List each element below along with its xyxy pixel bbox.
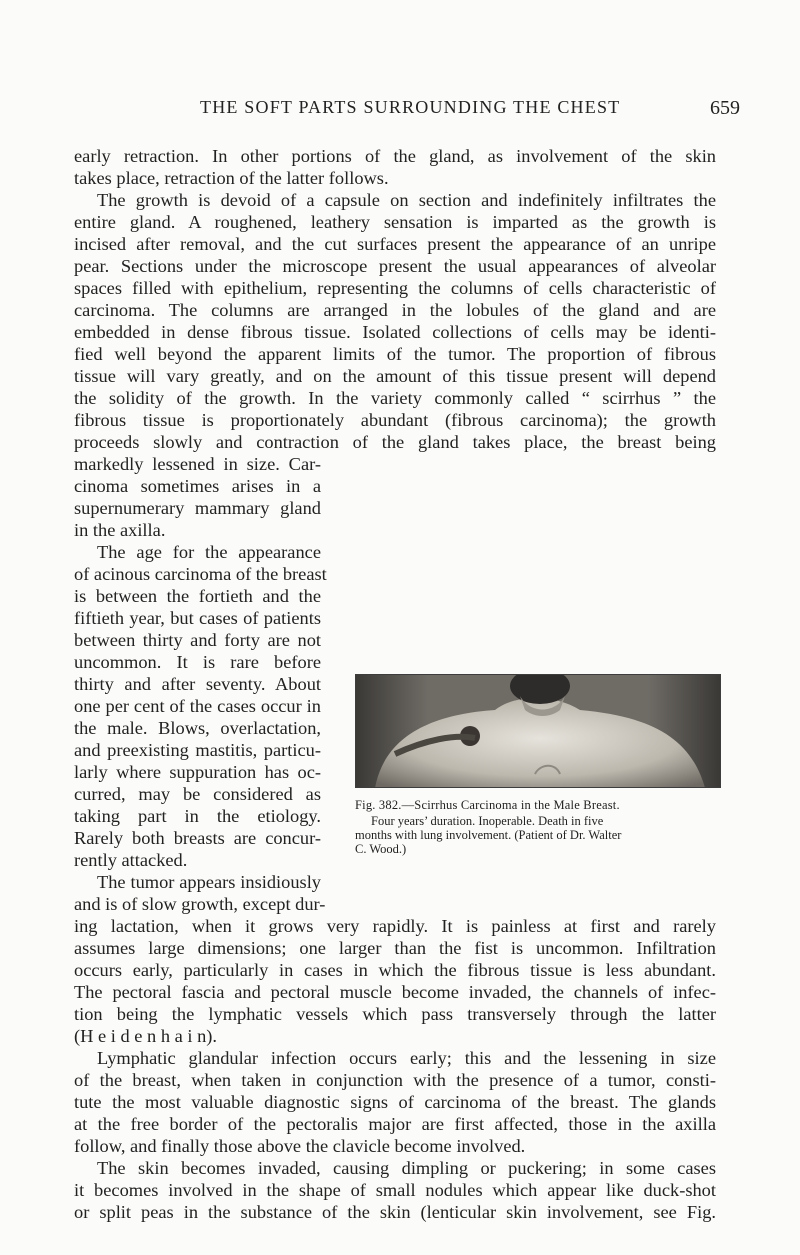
page-number: 659 <box>710 97 740 119</box>
body-line: Lymphatic glandular infection occurs early; this and the lessening in size <box>97 1048 716 1068</box>
body-line: The pectoral fascia and pectoral muscle become invaded, the channels of infec- <box>74 982 716 1002</box>
body-line: and preexisting mastitis, particu- <box>74 740 321 760</box>
running-head: THE SOFT PARTS SURROUNDING THE CHEST <box>200 97 621 117</box>
body-line: The skin becomes invaded, causing dimpling or puckering; in some cases <box>97 1158 716 1178</box>
body-line: The tumor appears insidiously <box>97 872 321 892</box>
figure-title: Fig. 382.—Scirrhus Carcinoma in the Male Breast. <box>355 798 620 812</box>
body-line: The age for the appearance <box>97 542 321 562</box>
body-line: markedly lessened in size. Car- <box>74 454 321 474</box>
body-line: of acinous carcinoma of the breast <box>74 564 327 584</box>
body-line: it becomes involved in the shape of small nodules which appear like duck-shot <box>74 1180 716 1200</box>
body-line: fied well beyond the apparent limits of the tumor. The proportion of fibrous <box>74 344 716 364</box>
body-line: tute the most valuable diagnostic signs of carcinoma of the breast. The glands <box>74 1092 716 1112</box>
body-line: proceeds slowly and contraction of the gland takes place, the breast being <box>74 432 716 452</box>
body-line: tissue will vary greatly, and on the amount of this tissue present will depend <box>74 366 716 386</box>
body-line: (H e i d e n h a i n). <box>74 1026 217 1046</box>
body-line: embedded in dense fibrous tissue. Isolated collections of cells may be identi- <box>74 322 716 342</box>
patient-photo-illustration <box>355 674 721 788</box>
caption-line: C. Wood.) <box>355 842 407 856</box>
body-line: incised after removal, and the cut surfaces present the appearance of an unripe <box>74 234 716 254</box>
body-line: the male. Blows, overlactation, <box>74 718 321 738</box>
body-line: the solidity of the growth. In the variety commonly called “ scirrhus ” the <box>74 388 716 408</box>
figure-caption <box>355 814 721 856</box>
body-line: occurs early, particularly in cases in which the fibrous tissue is less abundant. <box>74 960 716 980</box>
body-line: between thirty and forty are not <box>74 630 321 650</box>
body-line: curred, may be considered as <box>74 784 321 804</box>
body-line: assumes large dimensions; one larger than the fist is uncommon. Infiltration <box>74 938 716 958</box>
body-line: of the breast, when taken in conjunction with the presence of a tumor, consti- <box>74 1070 716 1090</box>
body-line: rently attacked. <box>74 850 188 870</box>
body-line: taking part in the etiology. <box>74 806 321 826</box>
body-line: entire gland. A roughened, leathery sensation is imparted as the growth is <box>74 212 716 232</box>
body-line: carcinoma. The columns are arranged in the lobules of the gland and are <box>74 300 716 320</box>
body-line: larly where suppuration has oc- <box>74 762 321 782</box>
body-line: one per cent of the cases occur in <box>74 696 321 716</box>
body-line: spaces filled with epithelium, representing the columns of cells characteristic of <box>74 278 716 298</box>
body-line: fibrous tissue is proportionately abundant (fibrous carcinoma); the growth <box>74 410 716 430</box>
body-line: or split peas in the substance of the skin (lenticular skin involvement, see Fig. <box>74 1202 716 1222</box>
body-line: takes place, retraction of the latter follows. <box>74 168 389 188</box>
body-line: fiftieth year, but cases of patients <box>74 608 321 628</box>
body-line: is between the fortieth and the <box>74 586 321 606</box>
body-line: supernumerary mammary gland <box>74 498 321 518</box>
page-header <box>0 97 800 121</box>
caption-line: months with lung involvement. (Patient of Dr. Walter <box>355 828 622 842</box>
body-line: thirty and after seventy. About <box>74 674 321 694</box>
body-line: in the axilla. <box>74 520 166 540</box>
body-line: and is of slow growth, except dur- <box>74 894 326 914</box>
caption-line: Four years’ duration. Inoperable. Death in five <box>371 814 604 828</box>
body-line: follow, and finally those above the clavicle become involved. <box>74 1136 526 1156</box>
body-line: tion being the lymphatic vessels which pass transversely through the latter <box>74 1004 716 1024</box>
body-line: ing lactation, when it grows very rapidly. It is painless at first and rarely <box>74 916 716 936</box>
figure-photo <box>355 674 721 788</box>
body-line: uncommon. It is rare before <box>74 652 321 672</box>
body-line: pear. Sections under the microscope present the usual appearances of alveolar <box>74 256 716 276</box>
body-line: at the free border of the pectoralis major are first affected, those in the axilla <box>74 1114 716 1134</box>
body-line: cinoma sometimes arises in a <box>74 476 321 496</box>
body-line: Rarely both breasts are concur- <box>74 828 321 848</box>
body-line: The growth is devoid of a capsule on section and indefinitely infiltrates the <box>97 190 716 210</box>
body-line: early retraction. In other portions of the gland, as involvement of the skin <box>74 146 716 166</box>
